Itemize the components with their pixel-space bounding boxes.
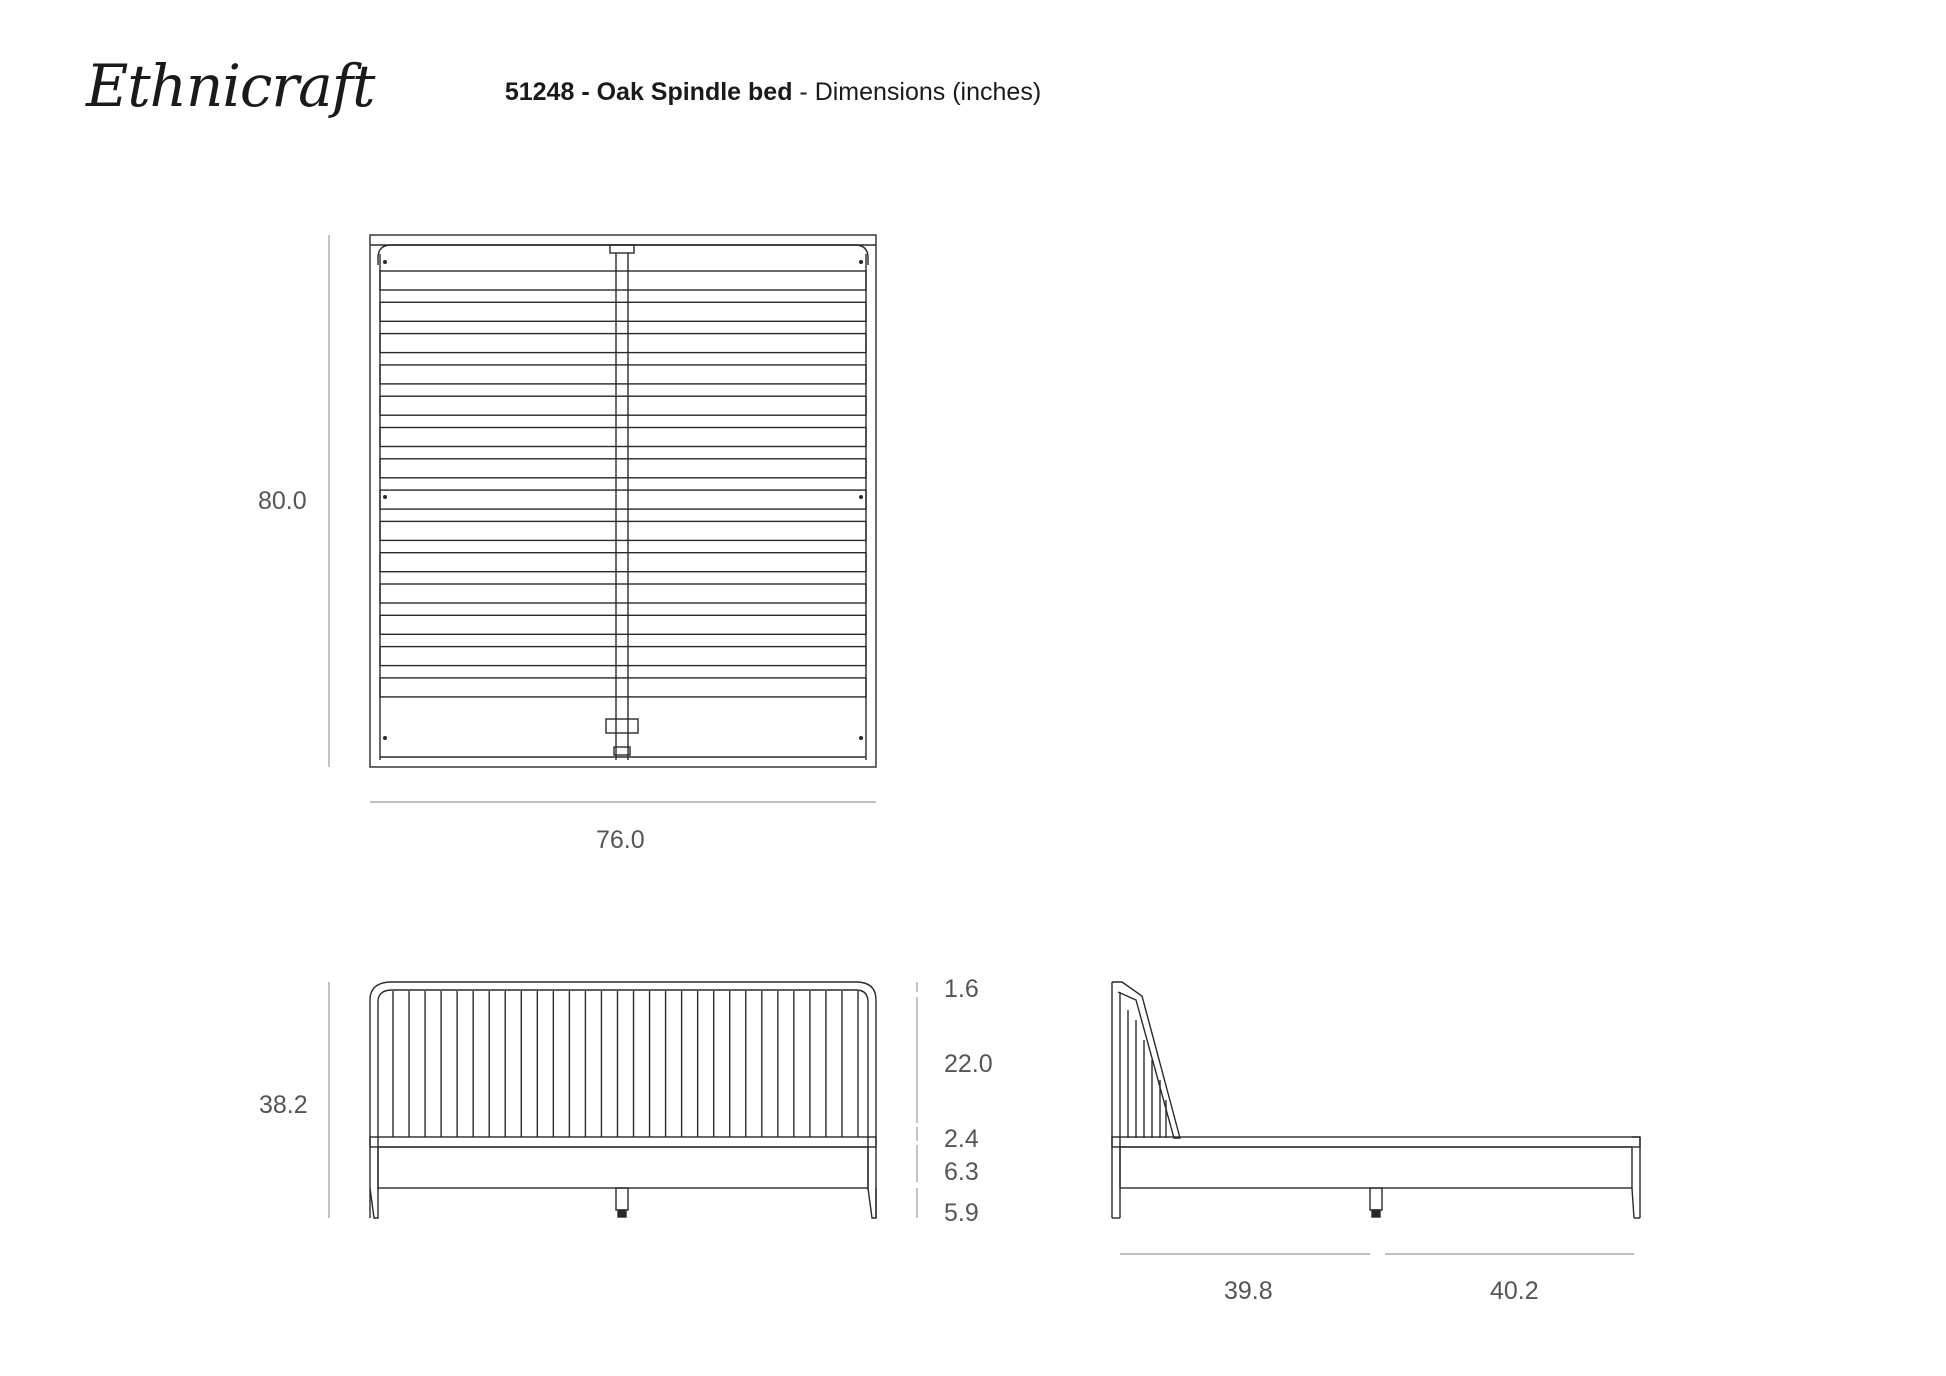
front-view-headboard-rail	[370, 982, 876, 1010]
slat	[380, 365, 866, 384]
front-view-right-leg	[868, 1188, 876, 1218]
slat	[380, 459, 866, 478]
top-view-outer-frame	[370, 235, 876, 767]
top-view-center-foot	[606, 719, 638, 733]
front-segment-4-label: 6.3	[944, 1158, 979, 1186]
side-view-center-leg	[1370, 1188, 1382, 1210]
slat	[380, 521, 866, 540]
slat	[380, 490, 866, 509]
title-separator-2: -	[792, 78, 815, 106]
front-segment-2-label: 22.0	[944, 1050, 993, 1078]
front-view-spindles	[393, 991, 858, 1137]
front-segment-1-label: 1.6	[944, 975, 979, 1003]
front-view-left-leg	[370, 1188, 378, 1218]
side-view-side-rail	[1120, 1147, 1632, 1188]
front-view-height-label: 38.2	[259, 1091, 308, 1119]
front-view-top-rail	[370, 1137, 876, 1147]
slat	[380, 584, 866, 603]
front-view	[370, 982, 876, 1218]
front-segment-5-label: 5.9	[944, 1199, 979, 1227]
title-separator: -	[574, 78, 597, 106]
slat	[380, 271, 866, 290]
top-view	[370, 235, 876, 767]
title-subtitle: Dimensions (inches)	[814, 78, 1042, 106]
side-view-left-length-label: 39.8	[1224, 1277, 1273, 1305]
product-code: 51248	[504, 78, 575, 106]
front-view-side-rail	[378, 1147, 868, 1188]
side-view-right-length-label: 40.2	[1490, 1277, 1539, 1305]
side-view	[1112, 982, 1640, 1218]
slat	[380, 647, 866, 666]
top-view-slats	[380, 271, 866, 697]
top-view-center-bracket	[610, 245, 634, 253]
side-view-top-rail	[1112, 1137, 1640, 1147]
top-view-length-label: 80.0	[258, 487, 307, 515]
slat	[380, 396, 866, 415]
slat	[380, 428, 866, 447]
top-view-headboard	[378, 245, 868, 265]
ethnicraft-logo: Ethnicraft	[86, 52, 375, 120]
slat	[380, 678, 866, 697]
slat	[380, 334, 866, 353]
top-view-width-label: 76.0	[596, 826, 645, 854]
side-view-headboard-post	[1112, 982, 1180, 1138]
front-view-center-leg	[616, 1188, 628, 1210]
product-name: Oak Spindle bed	[596, 78, 793, 106]
slat	[380, 615, 866, 634]
front-segment-3-label: 2.4	[944, 1125, 979, 1153]
slat	[380, 553, 866, 572]
slat	[380, 302, 866, 321]
